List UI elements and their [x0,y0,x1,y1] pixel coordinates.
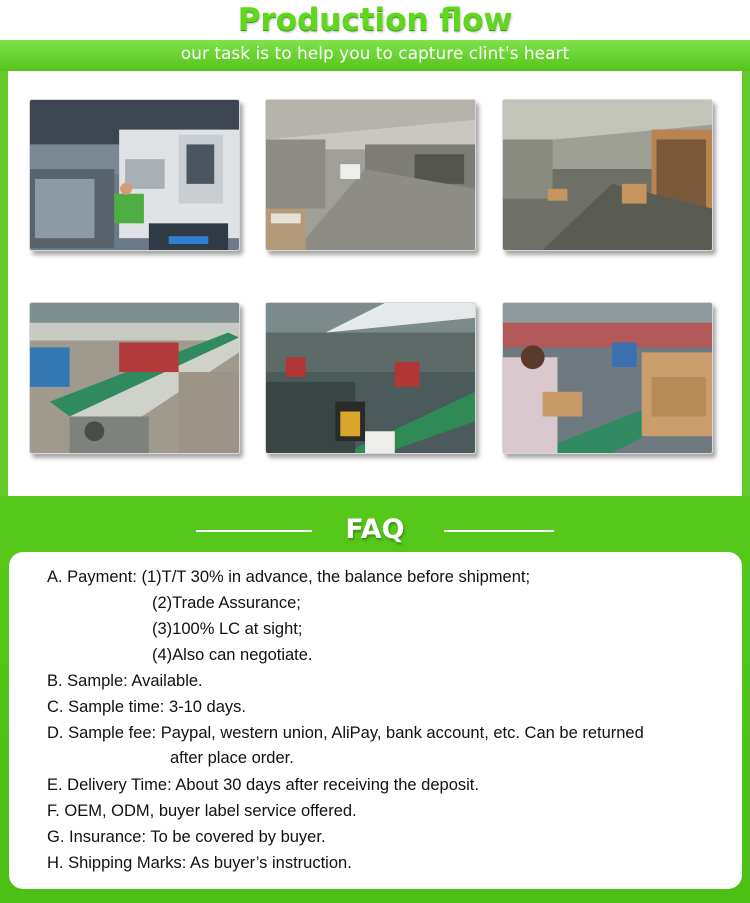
faq-item-payment-4: (4)Also can negotiate. [152,646,313,664]
faq-item-delivery: E. Delivery Time: About 30 days after receiving the deposit. [47,776,479,794]
faq-item-oem: F. OEM, ODM, buyer label service offered. [47,802,357,820]
faq-item-shipping: H. Shipping Marks: As buyer’s instruction. [47,854,352,872]
photo-packing-line [502,302,713,454]
photo-workers-line [265,302,476,454]
photo-gallery [8,71,742,496]
faq-item-sample-fee: D. Sample fee: Paypal, western union, AliPay, bank account, etc. Can be returned [47,724,644,742]
photo-warehouse [502,99,713,251]
faq-item-payment-2: (2)Trade Assurance; [152,594,301,612]
page-subtitle: our task is to help you to capture clint's heart [180,44,570,64]
photo-conveyor-line [29,302,240,454]
photo-factory-floor [265,99,476,251]
page-title: Production flow [237,2,513,38]
photo-cnc-workshop [29,99,240,251]
faq-item-sample: B. Sample: Available. [47,672,203,690]
faq-item-sample-fee-2: after place order. [170,749,294,767]
faq-item-insurance: G. Insurance: To be covered by buyer. [47,828,326,846]
faq-item-sample-time: C. Sample time: 3-10 days. [47,698,246,716]
faq-item-payment-3: (3)100% LC at sight; [152,620,303,638]
faq-title: FAQ [345,514,405,545]
faq-item-payment: A. Payment: (1)T/T 30% in advance, the balance before shipment; [47,568,531,586]
